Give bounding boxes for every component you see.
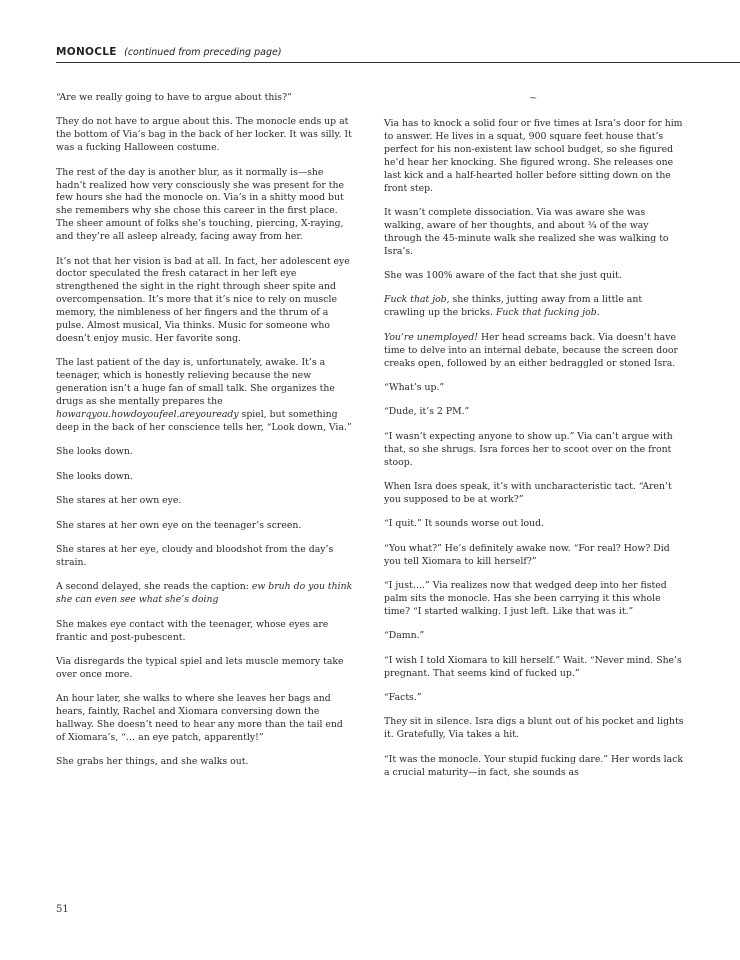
italic-text: You’re unemployed! — [384, 331, 479, 343]
paragraph — [56, 544, 354, 570]
text-run: The last patient of the day is, unfortunately, awake. It’s a teenager, which is honestly relieving because the new generation isn’t a huge fan of small talk. She organizes the drugs as she mentally prepares the — [56, 357, 335, 408]
page-number: 51 — [56, 904, 69, 915]
text-run: A second delayed, she reads the caption: — [56, 581, 252, 593]
paragraph — [384, 481, 684, 507]
paragraph — [384, 692, 684, 705]
paragraph — [56, 693, 354, 745]
text-run: She stares at her eye, cloudy and bloodshot from the day’s strain. — [56, 543, 334, 568]
text-run: She grabs her things, and she walks out. — [56, 756, 249, 768]
text-run: “I quit.” It sounds worse out loud. — [384, 518, 545, 530]
text-run: “I just….” Via realizes now that wedged deep into her fisted palm sits the monocle. Has she been carrying it this whole time? “I started walking. I just left. Like that was it.” — [384, 580, 667, 617]
text-run: She stares at her own eye on the teenager’s screen. — [56, 519, 302, 531]
italic-text: howarqyou.howdoyoufeel.areyouready — [56, 409, 239, 421]
text-run: spiel, but something deep in the back of her conscience tells her, “Look down, Via.” — [56, 409, 352, 433]
text-run: “You what?” He’s definitely awake now. “For real? How? Did you tell Xiomara to kill herself?” — [384, 542, 670, 567]
paragraph — [384, 655, 684, 681]
italic-text: Fuck that job — [384, 294, 447, 306]
text-run: “I wasn’t expecting anyone to show up.” Via can’t argue with that, so she shrugs. Isra forces her to scoot over on the front stoop. — [384, 430, 673, 468]
text-run: An hour later, she walks to where she leaves her bags and hears, faintly, Rachel and Xiomara conversing down the hallway. She doesn’t need to hear any more than the tail end of Xiomara’s, “… an eye patch, apparently!” — [56, 693, 343, 743]
paragraph — [384, 118, 684, 195]
left-column — [56, 92, 354, 781]
paragraph — [56, 357, 354, 434]
paragraph — [56, 256, 354, 346]
text-run: Her head screams back. Via doesn’t have time to delve into an internal debate, because the screen door creaks open, followed by an either bedraggled or stoned Isra. — [384, 331, 678, 369]
text-run: It wasn’t complete dissociation. Via was aware she was walking, aware of her thoughts, and about ¾ of the way through the 45-minute walk she realized she was walking to Isra’s. — [384, 206, 669, 257]
section-separator: ~ — [529, 93, 538, 104]
paragraph — [384, 716, 684, 742]
paragraph — [56, 471, 354, 484]
paragraph — [384, 332, 684, 371]
paragraph — [56, 92, 354, 105]
paragraph — [56, 167, 354, 244]
paragraph — [384, 406, 684, 419]
text-run: She looks down. — [56, 446, 133, 458]
text-run: She stares at her own eye. — [56, 495, 182, 507]
text-run: When Isra does speak, it’s with uncharacteristic tact. “Aren’t you supposed to be at work?” — [384, 481, 672, 505]
paragraph — [384, 518, 684, 531]
italic-text: Fuck that fucking job. — [495, 307, 600, 319]
text-run: They sit in silence. Isra digs a blunt out of his pocket and lights it. Gratefully, Via takes a hit. — [384, 716, 684, 741]
text-run: It’s not that her vision is bad at all. In fact, her adolescent eye doctor speculated the fresh cataract in her left eye strengthened the sight in the right through sheer spite and overcompensation. It’s more that it’s nice to rely on muscle memory, the nimbleness of her fingers and the thrum of a pulse. Almost musical, Via thinks. Music for someone who doesn’t enjoy music. Her favorite song. — [56, 255, 350, 344]
paragraph — [56, 116, 354, 155]
text-run: “Dude, it’s 2 PM.” — [384, 406, 470, 418]
paragraph — [56, 619, 354, 645]
paragraph — [384, 580, 684, 619]
publication-title: MONOCLE — [56, 46, 117, 58]
paragraph — [56, 656, 354, 682]
text-run: Via has to knock a solid four or five times at Isra’s door for him to answer. He lives in a squat, 900 square feet house that’s perfect for his non-existent law school budget, so she figured he’d hear her knocking. She figured wrong. She releases one last kick and a half-hearted holler before sitting down on the front step. — [384, 118, 683, 194]
paragraph — [384, 754, 684, 780]
italic-text: ew bruh do you think she can even see what she’s doing — [56, 581, 353, 606]
paragraph — [384, 270, 684, 283]
paragraph — [384, 294, 684, 320]
paragraph — [56, 520, 354, 533]
right-column — [384, 118, 684, 791]
text-run: “Are we really going to have to argue about this?” — [56, 92, 292, 103]
text-run: The rest of the day is another blur, as it normally is—she hadn’t realized how very consciously she was present for the few hours she had the monocle on. Via’s in a shitty mood but she remembers why she chose this career in the first place. The sheer amount of folks she’s touching, piercing, X-raying, and they’re all asleep already, facing away from her. — [56, 166, 344, 243]
running-header — [56, 46, 740, 63]
text-run: “I wish I told Xiomara to kill herself.” Wait. “Never mind. She’s pregnant. That seems kind of fucked up.” — [384, 654, 682, 679]
text-run: “What’s up.” — [384, 382, 445, 393]
text-run: “Facts.” — [384, 692, 422, 703]
paragraph — [56, 756, 354, 769]
text-run: , she thinks, jutting away from a little ant crawling up the bricks. — [384, 294, 643, 319]
paragraph — [56, 495, 354, 508]
paragraph — [56, 581, 354, 607]
text-run: She was 100% aware of the fact that she just quit. — [384, 270, 622, 282]
text-run: “Damn.” — [384, 630, 425, 642]
continued-note: (continued from preceding page) — [124, 47, 282, 58]
paragraph — [384, 630, 684, 643]
paragraph — [384, 543, 684, 569]
paragraph — [384, 431, 684, 470]
text-run: They do not have to argue about this. The monocle ends up at the bottom of Via’s bag in the back of her locker. It was silly. It was a fucking Halloween costume. — [56, 116, 352, 154]
paragraph — [384, 382, 684, 395]
text-run: Via disregards the typical spiel and lets muscle memory take over once more. — [56, 655, 344, 680]
paragraph — [56, 446, 354, 459]
text-run: She looks down. — [56, 470, 133, 482]
paragraph — [384, 207, 684, 259]
text-run: She makes eye contact with the teenager, whose eyes are frantic and post-pubescent. — [56, 618, 329, 643]
text-run: “It was the monocle. Your stupid fucking dare.” Her words lack a crucial maturity—in fact, she sounds as — [384, 753, 684, 778]
